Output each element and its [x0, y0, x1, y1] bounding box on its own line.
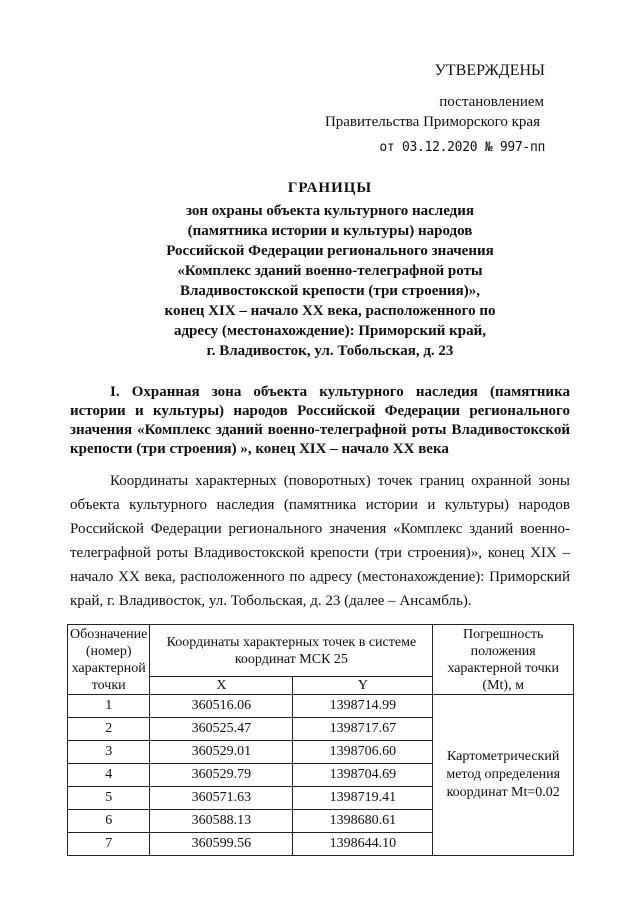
- document-title: [140, 178, 520, 361]
- coord-x: 360525.47: [150, 718, 293, 741]
- title-line: Российской Федерации регионального значения: [166, 243, 494, 259]
- header-x: X: [150, 677, 293, 695]
- coord-y: 1398704.69: [293, 764, 433, 787]
- coord-x: 360529.01: [150, 741, 293, 764]
- coord-x: 360529.79: [150, 764, 293, 787]
- error-method: Картометрический метод определения координат Mt=0.02: [433, 695, 574, 856]
- title-line: конец XIX – начало XX века, расположенного по: [164, 303, 496, 319]
- title-line: «Комплекс зданий военно-телеграфной роты: [177, 263, 483, 279]
- title-line: адресу (местонахождение): Приморский край,: [173, 323, 487, 339]
- section-heading: I. Охранная зона объекта культурного наследия (памятника истории и культуры) народов Российской Федерации регионального значения «Комплекс зданий военно-телеграфной роты Владивостокской крепости (три строения) », конец XIX – начало XX века: [70, 384, 570, 457]
- header-coordinates: Координаты характерных точек в системе координат МСК 25: [150, 625, 433, 677]
- coord-x: 360599.56: [150, 833, 293, 856]
- title-line: Владивостокской крепости (три строения)»,: [179, 283, 481, 299]
- approval-heading: УТВЕРЖДЕНЫ: [434, 62, 545, 79]
- point-number: 3: [68, 741, 150, 764]
- header-y: Y: [293, 677, 433, 695]
- header-point-number: Обозначение (номер) характерной точки: [68, 625, 150, 695]
- table-header-row: [68, 625, 574, 677]
- title-line: г. Владивосток, ул. Тобольская, д. 23: [206, 343, 454, 359]
- approval-line-2: Правительства Приморского края: [324, 114, 540, 130]
- coord-y: 1398719.41: [293, 787, 433, 810]
- coord-y: 1398706.60: [293, 741, 433, 764]
- coord-y: 1398717.67: [293, 718, 433, 741]
- point-number: 4: [68, 764, 150, 787]
- table-row: [68, 695, 574, 718]
- coord-x: 360571.63: [150, 787, 293, 810]
- coord-x: 360516.06: [150, 695, 293, 718]
- coord-y: 1398680.61: [293, 810, 433, 833]
- coordinates-table: [67, 624, 574, 856]
- title-line: (памятника истории и культуры) народов: [187, 223, 473, 239]
- coord-y: 1398644.10: [293, 833, 433, 856]
- title-main: ГРАНИЦЫ: [287, 180, 373, 196]
- point-number: 6: [68, 810, 150, 833]
- point-number: 1: [68, 695, 150, 718]
- point-number: 7: [68, 833, 150, 856]
- approval-line-1: постановлением: [439, 94, 544, 110]
- approval-block: [324, 62, 545, 158]
- coord-x: 360588.13: [150, 810, 293, 833]
- title-line: зон охраны объекта культурного наследия: [185, 203, 475, 219]
- point-number: 5: [68, 787, 150, 810]
- approval-date-number: от 03.12.2020 № 997-пп: [379, 140, 545, 155]
- point-number: 2: [68, 718, 150, 741]
- header-error: Погрешность положения характерной точки (Mt), м: [433, 625, 574, 695]
- coord-y: 1398714.99: [293, 695, 433, 718]
- body-paragraph: Координаты характерных (поворотных) точек границ охранной зоны объекта культурного наследия (памятника истории и культуры) народов Российской Федерации регионального значения «Комплекс зданий военно-телеграфной роты Владивостокской крепости (три строения)», конец XIX – начало XX века, расположенного по адресу (местонахождение): Приморский край, г. Владивосток, ул. Тобольская, д. 23 (далее – Ансамбль).: [70, 473, 570, 609]
